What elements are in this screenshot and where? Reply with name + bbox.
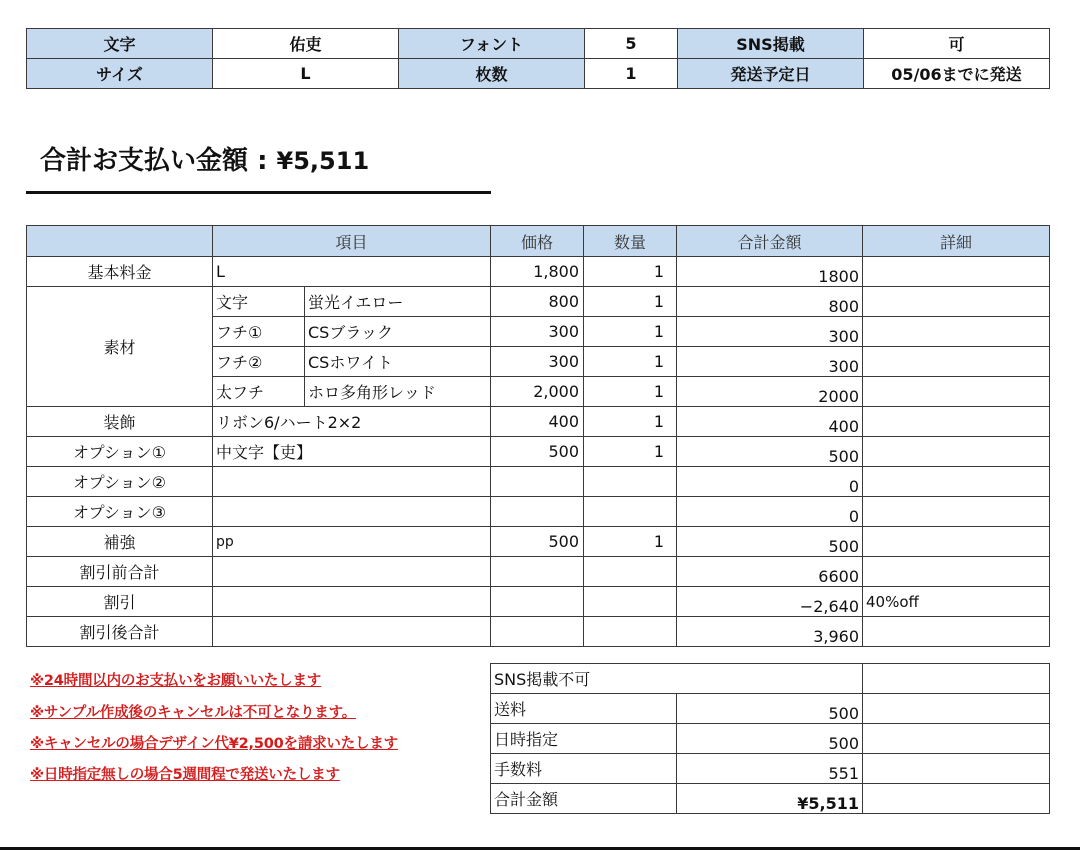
row-qty: 1 <box>584 407 677 437</box>
material-part: フチ② <box>213 347 305 377</box>
info-value-text: 佑吏 <box>213 29 399 59</box>
header-item: 項目 <box>213 226 491 257</box>
notice-shipping-time: ※日時指定無しの場合5週間程で発送いたします <box>30 767 340 783</box>
row-price: 800 <box>491 287 584 317</box>
row-total: −2,640 <box>677 587 863 617</box>
summary-value-sns <box>863 664 1050 694</box>
summary-detail <box>863 784 1050 814</box>
table-header-row <box>27 226 1050 257</box>
row-total: 500 <box>677 437 863 467</box>
row-item <box>213 557 491 587</box>
row-qty <box>584 587 677 617</box>
row-total: 3,960 <box>677 617 863 647</box>
info-value-font: 5 <box>585 29 678 59</box>
table-row <box>27 287 1050 317</box>
row-price: 500 <box>491 437 584 467</box>
info-label-font: フォント <box>399 29 585 59</box>
row-category: 素材 <box>27 287 213 407</box>
info-row <box>27 59 1050 89</box>
row-detail <box>863 257 1050 287</box>
row-qty: 1 <box>584 287 677 317</box>
row-price <box>491 467 584 497</box>
row-price: 2,000 <box>491 377 584 407</box>
row-item: 中文字【吏】 <box>213 437 491 467</box>
row-total: 400 <box>677 407 863 437</box>
row-item: L <box>213 257 491 287</box>
row-item <box>213 467 491 497</box>
row-qty: 1 <box>584 377 677 407</box>
summary-row <box>491 664 1050 694</box>
row-price <box>491 617 584 647</box>
row-qty: 1 <box>584 317 677 347</box>
table-row <box>27 407 1050 437</box>
summary-value-date: 500 <box>677 724 863 754</box>
summary-value-total: ¥5,511 <box>677 784 863 814</box>
row-qty <box>584 557 677 587</box>
heading-underline <box>26 191 491 194</box>
price-breakdown-table <box>26 225 1050 647</box>
summary-label-sns: SNS掲載不可 <box>491 664 863 694</box>
table-row <box>27 557 1050 587</box>
row-item <box>213 587 491 617</box>
notice-cancel-fee: ※キャンセルの場合デザイン代¥2,500を請求いたします <box>30 736 398 752</box>
info-label-sns: SNS掲載 <box>678 29 864 59</box>
row-detail: 40%off <box>863 587 1050 617</box>
material-name: ホロ多角形レッド <box>305 377 491 407</box>
material-name: CSホワイト <box>305 347 491 377</box>
row-category: 装飾 <box>27 407 213 437</box>
row-qty: 1 <box>584 347 677 377</box>
row-detail <box>863 557 1050 587</box>
row-category: 割引前合計 <box>27 557 213 587</box>
notice-payment-deadline: ※24時間以内のお支払いをお願いいたします <box>30 673 322 689</box>
summary-detail <box>863 754 1050 784</box>
row-total: 1800 <box>677 257 863 287</box>
summary-row <box>491 694 1050 724</box>
table-row <box>27 257 1050 287</box>
table-row <box>27 527 1050 557</box>
summary-row <box>491 754 1050 784</box>
row-item <box>213 617 491 647</box>
total-payment-heading <box>40 140 369 177</box>
row-detail <box>863 377 1050 407</box>
row-category: 基本料金 <box>27 257 213 287</box>
row-price: 400 <box>491 407 584 437</box>
row-total: 6600 <box>677 557 863 587</box>
order-info-table <box>26 28 1050 89</box>
row-total: 0 <box>677 467 863 497</box>
row-qty <box>584 467 677 497</box>
total-payment-label: 合計お支払い金額 <box>40 146 249 176</box>
material-name: CSブラック <box>305 317 491 347</box>
info-value-sns: 可 <box>864 29 1050 59</box>
table-row <box>27 587 1050 617</box>
row-detail <box>863 407 1050 437</box>
row-price <box>491 557 584 587</box>
info-label-count: 枚数 <box>399 59 585 89</box>
row-category: 割引 <box>27 587 213 617</box>
summary-row <box>491 724 1050 754</box>
row-total: 2000 <box>677 377 863 407</box>
row-detail <box>863 437 1050 467</box>
summary-label-total: 合計金額 <box>491 784 677 814</box>
material-part: フチ① <box>213 317 305 347</box>
row-detail <box>863 617 1050 647</box>
summary-value-shipping: 500 <box>677 694 863 724</box>
row-total: 800 <box>677 287 863 317</box>
row-item: リボン6/ハート2×2 <box>213 407 491 437</box>
row-category: 補強 <box>27 527 213 557</box>
table-row <box>27 497 1050 527</box>
row-detail <box>863 497 1050 527</box>
row-item: pp <box>213 527 491 557</box>
row-qty <box>584 497 677 527</box>
row-category: オプション② <box>27 467 213 497</box>
row-price: 300 <box>491 347 584 377</box>
row-total: 500 <box>677 527 863 557</box>
header-blank <box>27 226 213 257</box>
header-total: 合計金額 <box>677 226 863 257</box>
row-detail <box>863 287 1050 317</box>
info-label-size: サイズ <box>27 59 213 89</box>
row-price <box>491 497 584 527</box>
summary-label-fee: 手数料 <box>491 754 677 784</box>
material-part: 太フチ <box>213 377 305 407</box>
row-price: 300 <box>491 317 584 347</box>
fee-summary-table <box>490 663 1050 814</box>
info-value-size: L <box>213 59 399 89</box>
notice-no-cancel: ※サンプル作成後のキャンセルは不可となります。 <box>30 705 357 721</box>
row-qty: 1 <box>584 437 677 467</box>
summary-value-fee: 551 <box>677 754 863 784</box>
row-price <box>491 587 584 617</box>
row-qty: 1 <box>584 527 677 557</box>
info-value-ship-date: 05/06までに発送 <box>864 59 1050 89</box>
row-detail <box>863 467 1050 497</box>
info-value-count: 1 <box>585 59 678 89</box>
row-price: 500 <box>491 527 584 557</box>
info-label-ship-date: 発送予定日 <box>678 59 864 89</box>
row-category: オプション① <box>27 437 213 467</box>
table-row <box>27 617 1050 647</box>
row-total: 300 <box>677 317 863 347</box>
summary-label-date: 日時指定 <box>491 724 677 754</box>
summary-label-shipping: 送料 <box>491 694 677 724</box>
row-qty: 1 <box>584 257 677 287</box>
row-qty <box>584 617 677 647</box>
header-price: 価格 <box>491 226 584 257</box>
info-row <box>27 29 1050 59</box>
table-row <box>27 467 1050 497</box>
info-label-text: 文字 <box>27 29 213 59</box>
row-total: 300 <box>677 347 863 377</box>
header-qty: 数量 <box>584 226 677 257</box>
row-total: 0 <box>677 497 863 527</box>
row-detail <box>863 317 1050 347</box>
row-category: 割引後合計 <box>27 617 213 647</box>
row-category: オプション③ <box>27 497 213 527</box>
table-row <box>27 437 1050 467</box>
material-part: 文字 <box>213 287 305 317</box>
header-detail: 詳細 <box>863 226 1050 257</box>
row-detail <box>863 347 1050 377</box>
bottom-divider <box>0 847 1080 850</box>
total-payment-separator: : <box>248 146 277 176</box>
row-item <box>213 497 491 527</box>
material-name: 蛍光イエロー <box>305 287 491 317</box>
summary-detail <box>863 724 1050 754</box>
summary-detail <box>863 694 1050 724</box>
summary-row <box>491 784 1050 814</box>
row-detail <box>863 527 1050 557</box>
total-payment-amount: ¥5,511 <box>276 147 370 175</box>
row-price: 1,800 <box>491 257 584 287</box>
